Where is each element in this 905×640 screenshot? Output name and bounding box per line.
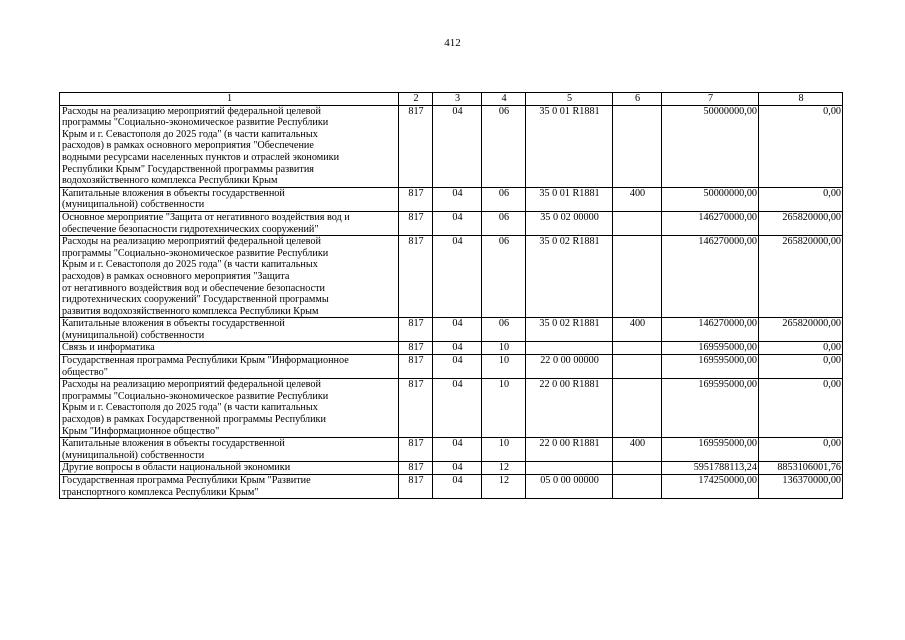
subsection-code-cell: 06 xyxy=(482,211,526,235)
admin-code-cell: 817 xyxy=(399,236,433,318)
expense-type-cell xyxy=(613,236,662,318)
column-header: 3 xyxy=(433,93,482,106)
item-name-line: водными ресурсами населенных пунктов и отраслей экономики xyxy=(62,151,340,163)
amount-year2-cell: 265820000,00 xyxy=(759,318,843,342)
amount-year1-cell: 174250000,00 xyxy=(662,475,759,499)
item-name-line: Расходы на реализацию мероприятий федеральной целевой xyxy=(62,105,321,117)
expense-type-cell xyxy=(613,342,662,355)
target-article-cell: 35 0 02 R1881 xyxy=(526,318,613,342)
amount-year2-cell: 0,00 xyxy=(759,342,843,355)
column-header: 6 xyxy=(613,93,662,106)
section-code-cell: 04 xyxy=(433,318,482,342)
table-row xyxy=(60,342,843,355)
admin-code-cell: 817 xyxy=(399,475,433,499)
amount-year2-cell: 265820000,00 xyxy=(759,211,843,235)
item-name-line: программы "Социально-экономическое развитие Республики xyxy=(62,390,329,402)
item-name-cell xyxy=(60,379,399,438)
item-name-line: от негативного воздействия вод и обеспечение безопасности xyxy=(62,282,326,294)
item-name-cell xyxy=(60,438,399,462)
amount-year1-cell: 169595000,00 xyxy=(662,342,759,355)
item-name-cell xyxy=(60,355,399,379)
admin-code-cell: 817 xyxy=(399,105,433,187)
amount-year1-cell: 169595000,00 xyxy=(662,438,759,462)
budget-table xyxy=(59,92,843,499)
item-name-cell xyxy=(60,462,399,475)
page-number: 412 xyxy=(444,37,461,49)
amount-year1-cell: 169595000,00 xyxy=(662,355,759,379)
admin-code-cell: 817 xyxy=(399,462,433,475)
expense-type-cell xyxy=(613,355,662,379)
target-article-cell: 05 0 00 00000 xyxy=(526,475,613,499)
amount-year2-cell: 0,00 xyxy=(759,379,843,438)
admin-code-cell: 817 xyxy=(399,187,433,211)
subsection-code-cell: 12 xyxy=(482,462,526,475)
table-row xyxy=(60,475,843,499)
item-name-line: расходов) в рамках основного мероприятия "Защита xyxy=(62,270,290,282)
item-name-line: развития водохозяйственного комплекса Республики Крым xyxy=(62,305,319,317)
item-name-line: гидротехнических сооружений" Государственной программы xyxy=(62,294,329,306)
section-code-cell: 04 xyxy=(433,462,482,475)
item-name-line: Связь и информатика xyxy=(62,342,155,354)
table-row xyxy=(60,187,843,211)
target-article-cell: 35 0 02 00000 xyxy=(526,211,613,235)
column-header: 7 xyxy=(662,93,759,106)
item-name-line: Республики Крым" Государственной программы развития xyxy=(62,163,314,175)
item-name-line: Крым "Информационное общество" xyxy=(62,425,220,437)
section-code-cell: 04 xyxy=(433,355,482,379)
amount-year1-cell: 50000000,00 xyxy=(662,187,759,211)
column-header: 2 xyxy=(399,93,433,106)
table-row xyxy=(60,355,843,379)
target-article-cell: 35 0 01 R1881 xyxy=(526,105,613,187)
expense-type-cell: 400 xyxy=(613,318,662,342)
item-name-line: Расходы на реализацию мероприятий федеральной целевой xyxy=(62,236,321,248)
item-name-cell xyxy=(60,475,399,499)
amount-year1-cell: 146270000,00 xyxy=(662,211,759,235)
table-row xyxy=(60,462,843,475)
item-name-line: обеспечение безопасности гидротехнических сооружений" xyxy=(62,223,319,235)
amount-year2-cell: 0,00 xyxy=(759,187,843,211)
amount-year2-cell: 0,00 xyxy=(759,105,843,187)
item-name-cell xyxy=(60,105,399,187)
table-row xyxy=(60,105,843,187)
item-name-line: Крым и г. Севастополя до 2025 года" (в части капитальных xyxy=(62,128,318,140)
section-code-cell: 04 xyxy=(433,187,482,211)
target-article-cell: 35 0 02 R1881 xyxy=(526,236,613,318)
subsection-code-cell: 10 xyxy=(482,355,526,379)
section-code-cell: 04 xyxy=(433,211,482,235)
admin-code-cell: 817 xyxy=(399,318,433,342)
item-name-line: Государственная программа Республики Крым "Информационное xyxy=(62,355,349,367)
target-article-cell: 22 0 00 00000 xyxy=(526,355,613,379)
target-article-cell xyxy=(526,462,613,475)
amount-year1-cell: 50000000,00 xyxy=(662,105,759,187)
section-code-cell: 04 xyxy=(433,438,482,462)
table-row xyxy=(60,211,843,235)
expense-type-cell xyxy=(613,462,662,475)
amount-year2-cell: 8853106001,76 xyxy=(759,462,843,475)
column-header: 1 xyxy=(60,93,399,106)
item-name-line: Расходы на реализацию мероприятий федеральной целевой xyxy=(62,379,321,391)
item-name-line: Другие вопросы в области национальной экономики xyxy=(62,462,291,474)
section-code-cell: 04 xyxy=(433,475,482,499)
item-name-line: программы "Социально-экономическое развитие Республики xyxy=(62,117,329,129)
item-name-line: расходов) в рамках основного мероприятия "Обеспечение xyxy=(62,140,314,152)
amount-year1-cell: 146270000,00 xyxy=(662,318,759,342)
subsection-code-cell: 10 xyxy=(482,438,526,462)
section-code-cell: 04 xyxy=(433,105,482,187)
item-name-cell xyxy=(60,187,399,211)
admin-code-cell: 817 xyxy=(399,438,433,462)
target-article-cell xyxy=(526,342,613,355)
table-row xyxy=(60,318,843,342)
item-name-line: (муниципальной) собственности xyxy=(62,329,205,341)
amount-year2-cell: 265820000,00 xyxy=(759,236,843,318)
expense-type-cell xyxy=(613,211,662,235)
expense-type-cell xyxy=(613,475,662,499)
item-name-line: транспортного комплекса Республики Крым" xyxy=(62,486,259,498)
target-article-cell: 22 0 00 R1881 xyxy=(526,438,613,462)
expense-type-cell: 400 xyxy=(613,187,662,211)
subsection-code-cell: 06 xyxy=(482,236,526,318)
item-name-line: Крым и г. Севастополя до 2025 года" (в части капитальных xyxy=(62,259,318,271)
subsection-code-cell: 10 xyxy=(482,342,526,355)
expense-type-cell xyxy=(613,379,662,438)
expense-type-cell xyxy=(613,105,662,187)
target-article-cell: 22 0 00 R1881 xyxy=(526,379,613,438)
section-code-cell: 04 xyxy=(433,236,482,318)
header-row xyxy=(60,93,843,106)
section-code-cell: 04 xyxy=(433,342,482,355)
column-header: 8 xyxy=(759,93,843,106)
amount-year2-cell: 136370000,00 xyxy=(759,475,843,499)
section-code-cell: 04 xyxy=(433,379,482,438)
item-name-line: общество" xyxy=(62,366,108,378)
item-name-line: (муниципальной) собственности xyxy=(62,199,205,211)
item-name-line: программы "Социально-экономическое развитие Республики xyxy=(62,247,329,259)
amount-year1-cell: 169595000,00 xyxy=(662,379,759,438)
subsection-code-cell: 06 xyxy=(482,105,526,187)
item-name-line: Основное мероприятие "Защита от негативного воздействия вод и xyxy=(62,211,350,223)
subsection-code-cell: 06 xyxy=(482,187,526,211)
target-article-cell: 35 0 01 R1881 xyxy=(526,187,613,211)
item-name-line: Капитальные вложения в объекты государственной xyxy=(62,318,285,330)
item-name-line: Капитальные вложения в объекты государственной xyxy=(62,187,285,199)
item-name-cell xyxy=(60,342,399,355)
item-name-cell xyxy=(60,211,399,235)
amount-year2-cell: 0,00 xyxy=(759,438,843,462)
table-row xyxy=(60,236,843,318)
column-header: 5 xyxy=(526,93,613,106)
amount-year1-cell: 146270000,00 xyxy=(662,236,759,318)
subsection-code-cell: 12 xyxy=(482,475,526,499)
amount-year2-cell: 0,00 xyxy=(759,355,843,379)
item-name-line: Крым и г. Севастополя до 2025 года" (в части капитальных xyxy=(62,402,318,414)
item-name-cell xyxy=(60,318,399,342)
admin-code-cell: 817 xyxy=(399,211,433,235)
subsection-code-cell: 06 xyxy=(482,318,526,342)
item-name-line: водохозяйственного комплекса Республики Крым xyxy=(62,175,278,187)
subsection-code-cell: 10 xyxy=(482,379,526,438)
table-row xyxy=(60,379,843,438)
item-name-cell xyxy=(60,236,399,318)
item-name-line: расходов) в рамках Государственной программы Республики xyxy=(62,414,326,426)
admin-code-cell: 817 xyxy=(399,342,433,355)
item-name-line: Капитальные вложения в объекты государственной xyxy=(62,438,285,450)
column-header: 4 xyxy=(482,93,526,106)
expense-type-cell: 400 xyxy=(613,438,662,462)
admin-code-cell: 817 xyxy=(399,379,433,438)
item-name-line: (муниципальной) собственности xyxy=(62,449,205,461)
table-row xyxy=(60,438,843,462)
amount-year1-cell: 5951788113,24 xyxy=(662,462,759,475)
item-name-line: Государственная программа Республики Крым "Развитие xyxy=(62,475,311,486)
admin-code-cell: 817 xyxy=(399,355,433,379)
